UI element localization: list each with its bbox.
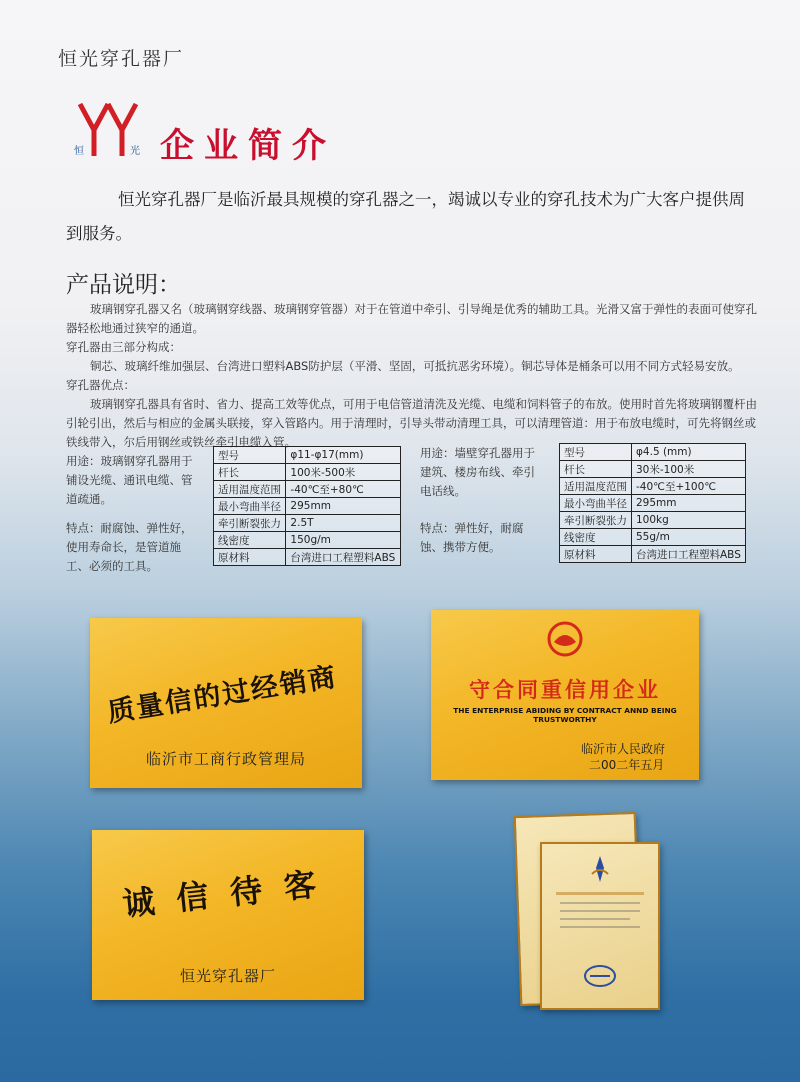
product-title: 产品说明： — [66, 272, 181, 298]
spec-label: 最小弯曲半径 — [214, 498, 286, 515]
table-row — [560, 546, 746, 563]
product-p1: 玻璃钢穿孔器又名（玻璃钢穿线器、玻璃钢穿管器）对于在管道中牵引、引导绳是优秀的辅助工具。光滑又富于弹性的表面可使穿孔器轻松地通过狭窄的通道。 — [66, 302, 757, 335]
table-row — [214, 481, 401, 498]
spec-label: 牵引断裂张力 — [214, 515, 286, 532]
spec-value: -40℃至+80℃ — [286, 481, 401, 498]
table-row — [560, 495, 746, 512]
table-row — [560, 478, 746, 495]
spec-label: 线密度 — [214, 532, 286, 549]
spec-value: 295mm — [286, 498, 401, 515]
intro-title: 企业简介 — [160, 126, 336, 166]
product-description — [66, 300, 766, 452]
spec-value: 2.5T — [286, 515, 401, 532]
table-row — [214, 549, 401, 566]
spec-label: 型号 — [560, 444, 632, 461]
product-p4: 穿孔器优点： — [66, 378, 135, 392]
spec-label: 原材料 — [214, 549, 286, 566]
spec-value: 100kg — [632, 512, 746, 529]
left-feature-note: 特点：耐腐蚀、弹性好，使用寿命长，是管道施工、必须的工具。 — [66, 521, 193, 573]
intro-text: 恒光穿孔器厂是临沂最具规模的穿孔器之一，竭诚以专业的穿孔技术为广大客户提供周到服务。 — [66, 190, 745, 243]
product-p2: 穿孔器由三部分构成： — [66, 340, 181, 354]
product-p5: 玻璃钢穿孔器具有省时、省力、提高工效等优点，可用于电信管道清洗及光缆、电缆和饲料管子的布放。使用时首先将玻璃钢覆杆由引轮引出，然后与相应的金属头联接，穿入管路内。用于清理时，引导头带动清理工具，可以清理管道：用于布放电缆时，可先将钢丝或铁线带入，尔后用钢丝或铁丝牵引电缆入管。 — [66, 397, 757, 449]
spec-label: 最小弯曲半径 — [560, 495, 632, 512]
certificate-seal-icon — [582, 962, 618, 990]
spec-value: 295mm — [632, 495, 746, 512]
spec-value: 台湾进口工程塑料ABS — [632, 546, 746, 563]
spec-value: -40℃至+100℃ — [632, 478, 746, 495]
table-row — [560, 461, 746, 478]
table-row — [214, 498, 401, 515]
spec-value: 55g/m — [632, 529, 746, 546]
spec-label: 适用温度范围 — [214, 481, 286, 498]
spec-value: φ11-φ17(mm) — [286, 447, 401, 464]
spec-label: 型号 — [214, 447, 286, 464]
company-logo — [72, 100, 144, 160]
spec-label: 适用温度范围 — [560, 478, 632, 495]
spec-value: 150g/m — [286, 532, 401, 549]
right-feature-note: 特点：弹性好，耐腐蚀、携带方便。 — [420, 521, 524, 554]
plaque-2-date: 二00二年五月 — [589, 758, 665, 772]
product-p3: 铜芯、玻璃纤维加强层、台湾进口塑料ABS防护层（平滑、坚固，可抵抗恶劣环境）。铜芯导体是桶条可以用不同方式轻易安放。 — [90, 359, 740, 373]
table-row — [214, 532, 401, 549]
right-use-note: 用途：墙壁穿孔器用于建筑、楼房布线、牵引电话线。 — [420, 446, 535, 498]
spec-label: 原材料 — [560, 546, 632, 563]
plaque-honest-service — [92, 830, 364, 1000]
plaque-2-english: THE ENTERPRISE ABIDING BY CONTRACT ANND BEING TRUSTWORTHY — [453, 706, 677, 724]
spec-value: 台湾进口工程塑料ABS — [286, 549, 401, 566]
plaque-1-issuer: 临沂市工商行政管理局 — [145, 750, 306, 768]
certificate-emblem-icon — [588, 854, 612, 884]
table-row — [560, 444, 746, 461]
spec-label: 杆长 — [560, 461, 632, 478]
spec-label: 牵引断裂张力 — [560, 512, 632, 529]
spec-value: 100米-500米 — [286, 464, 401, 481]
company-name: 恒光穿孔器厂 — [58, 48, 185, 70]
logo-right-char: 光 — [130, 146, 140, 157]
plaque-2-issuer: 临沂市人民政府 — [581, 742, 666, 756]
plaque-trustworthy-enterprise — [431, 610, 699, 780]
spec-label: 线密度 — [560, 529, 632, 546]
table-row — [214, 464, 401, 481]
government-emblem-icon — [546, 620, 584, 658]
spec-table-2 — [559, 443, 746, 563]
spec-value: φ4.5 (mm) — [632, 444, 746, 461]
plaque-quality-dealer — [90, 618, 362, 788]
spec-label: 杆长 — [214, 464, 286, 481]
plaque-3-title: 诚信待客 — [120, 863, 340, 924]
plaque-3-issuer: 恒光穿孔器厂 — [179, 967, 276, 985]
table-row — [560, 529, 746, 546]
plaque-2-title: 守合同重信用企业 — [469, 678, 661, 702]
spec-table-1 — [213, 446, 401, 566]
table-row — [214, 515, 401, 532]
logo-left-char: 恒 — [74, 146, 84, 157]
left-use-note: 用途：玻璃钢穿孔器用于铺设光缆、通讯电缆、管道疏通。 — [66, 454, 193, 506]
table-row — [560, 512, 746, 529]
spec-value: 30米-100米 — [632, 461, 746, 478]
plaque-1-title: 质量信的过经销商 — [105, 661, 340, 729]
table-row — [214, 447, 401, 464]
certificate-front — [540, 842, 660, 1010]
